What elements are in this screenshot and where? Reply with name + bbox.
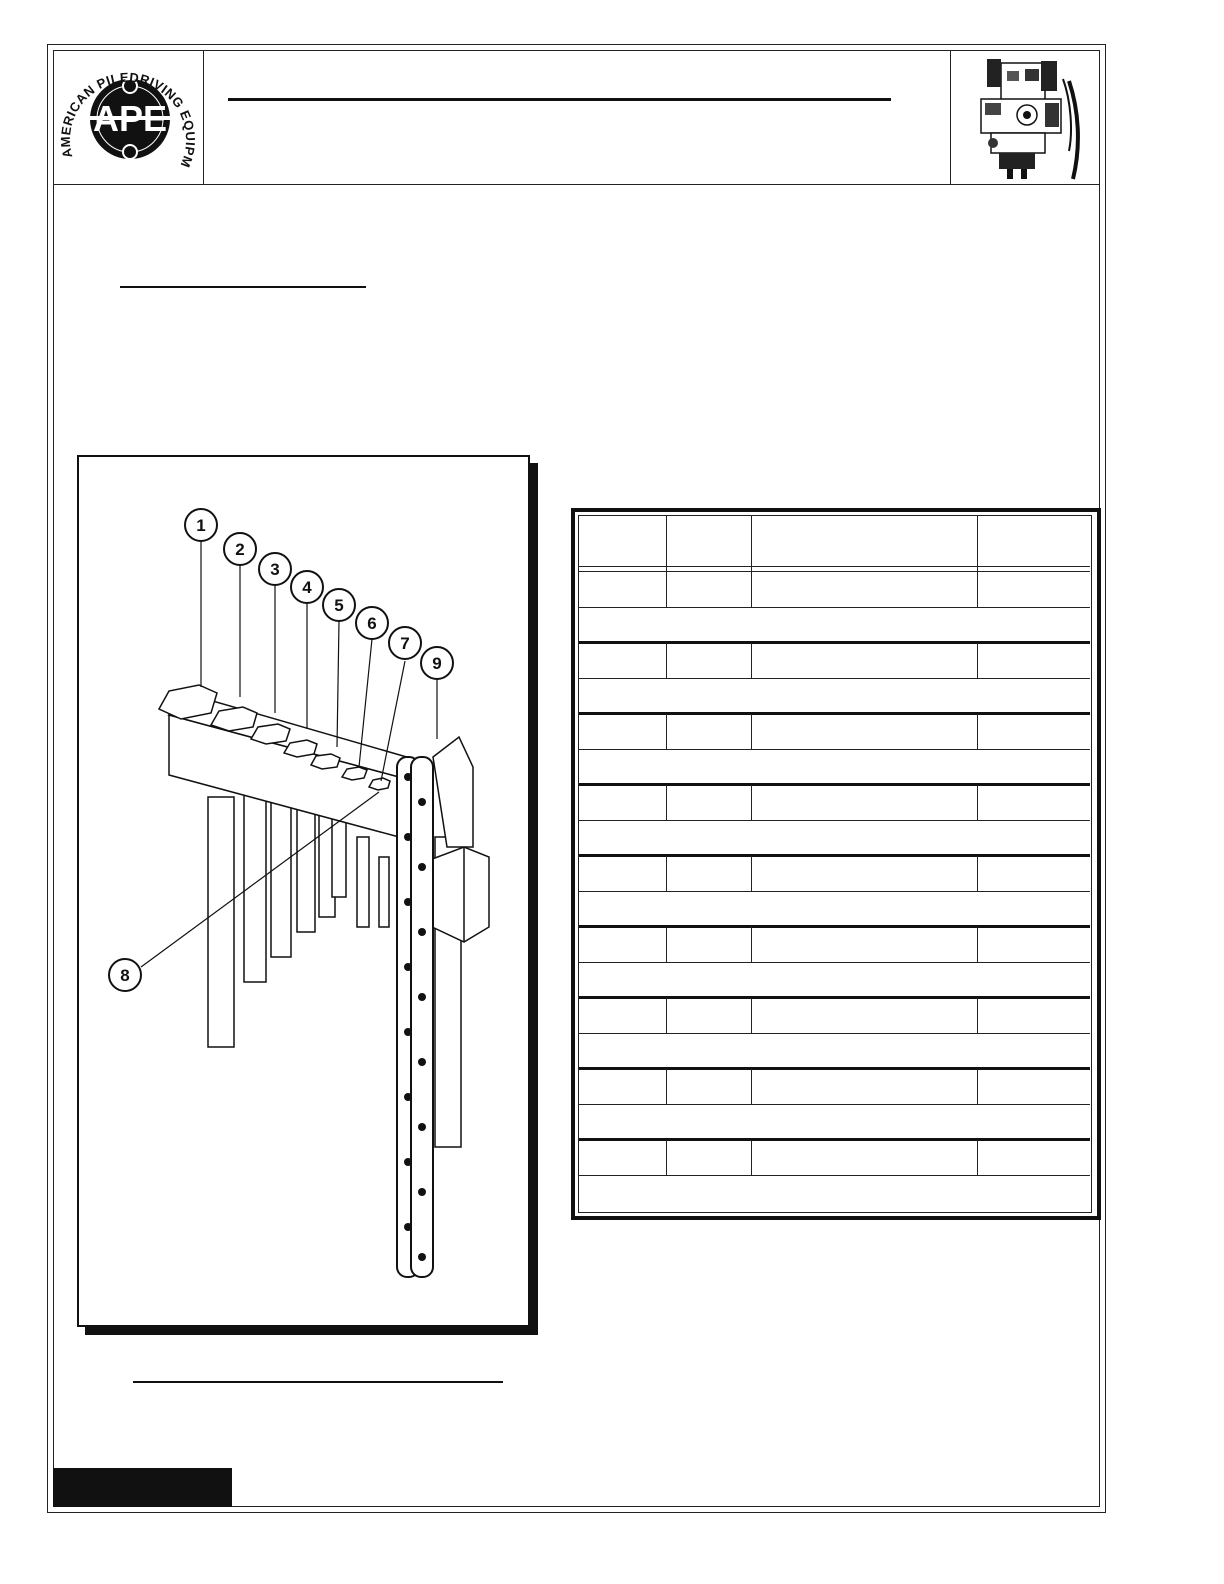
row-col-divider bbox=[977, 643, 978, 679]
callout-7: 7 bbox=[400, 634, 410, 653]
product-photo bbox=[951, 51, 1098, 183]
header-col-divider bbox=[751, 516, 752, 572]
row-col-divider bbox=[666, 998, 667, 1034]
ape-logo-icon bbox=[54, 51, 202, 183]
row-separator bbox=[579, 1138, 1090, 1141]
callout-2: 2 bbox=[235, 540, 245, 559]
header-rule-bottom bbox=[579, 571, 1090, 572]
row-col-divider bbox=[666, 572, 667, 608]
row-note-divider bbox=[579, 820, 1090, 821]
row-col-divider bbox=[751, 643, 752, 679]
row-note-divider bbox=[579, 1033, 1090, 1034]
row-col-divider bbox=[977, 714, 978, 750]
row-col-divider bbox=[751, 572, 752, 608]
row-col-divider bbox=[977, 785, 978, 821]
row-col-divider bbox=[666, 1140, 667, 1176]
header-col-divider bbox=[977, 516, 978, 572]
row-col-divider bbox=[977, 927, 978, 963]
row-col-divider bbox=[977, 572, 978, 608]
row-col-divider bbox=[666, 856, 667, 892]
row-note-divider bbox=[579, 891, 1090, 892]
header-divider bbox=[53, 184, 1100, 185]
row-separator bbox=[579, 996, 1090, 999]
callout-1: 1 bbox=[196, 516, 206, 535]
callout-5: 5 bbox=[334, 596, 344, 615]
row-note-divider bbox=[579, 607, 1090, 608]
company-logo bbox=[53, 50, 204, 185]
callout-4: 4 bbox=[302, 578, 312, 597]
row-col-divider bbox=[751, 714, 752, 750]
logo-center-text: APE bbox=[92, 98, 168, 139]
row-separator bbox=[579, 854, 1090, 857]
row-separator bbox=[579, 1067, 1090, 1070]
row-col-divider bbox=[977, 998, 978, 1034]
row-note-divider bbox=[579, 1104, 1090, 1105]
row-col-divider bbox=[751, 927, 752, 963]
hex-key-set-illustration bbox=[79, 457, 528, 1325]
row-col-divider bbox=[666, 643, 667, 679]
row-col-divider bbox=[666, 1069, 667, 1105]
row-col-divider bbox=[666, 927, 667, 963]
row-col-divider bbox=[751, 785, 752, 821]
row-note-divider bbox=[579, 678, 1090, 679]
row-col-divider bbox=[666, 714, 667, 750]
figure-caption-underline bbox=[133, 1381, 503, 1383]
row-note-divider bbox=[579, 1175, 1090, 1176]
row-note-divider bbox=[579, 749, 1090, 750]
callout-3: 3 bbox=[270, 560, 280, 579]
row-col-divider bbox=[751, 856, 752, 892]
parts-table bbox=[578, 515, 1092, 1213]
header-rule-top bbox=[579, 566, 1090, 567]
parts-figure bbox=[77, 455, 530, 1327]
row-separator bbox=[579, 712, 1090, 715]
section-heading-underline bbox=[120, 286, 366, 288]
row-separator bbox=[579, 641, 1090, 644]
header-col-divider bbox=[666, 516, 667, 572]
row-col-divider bbox=[977, 1069, 978, 1105]
row-col-divider bbox=[977, 1140, 978, 1176]
row-col-divider bbox=[751, 998, 752, 1034]
product-photo-frame bbox=[950, 50, 1100, 185]
callout-6: 6 bbox=[367, 614, 377, 633]
row-col-divider bbox=[666, 785, 667, 821]
callout-8: 8 bbox=[120, 966, 130, 985]
callout-9: 9 bbox=[432, 654, 442, 673]
row-col-divider bbox=[751, 1069, 752, 1105]
logo-ring-text: AMERICAN PILEDRIVING EQUIPM bbox=[57, 69, 199, 170]
row-separator bbox=[579, 925, 1090, 928]
footer-page-tab bbox=[53, 1468, 232, 1507]
row-col-divider bbox=[977, 856, 978, 892]
row-col-divider bbox=[751, 1140, 752, 1176]
row-note-divider bbox=[579, 962, 1090, 963]
row-separator bbox=[579, 783, 1090, 786]
title-underline bbox=[228, 98, 891, 101]
